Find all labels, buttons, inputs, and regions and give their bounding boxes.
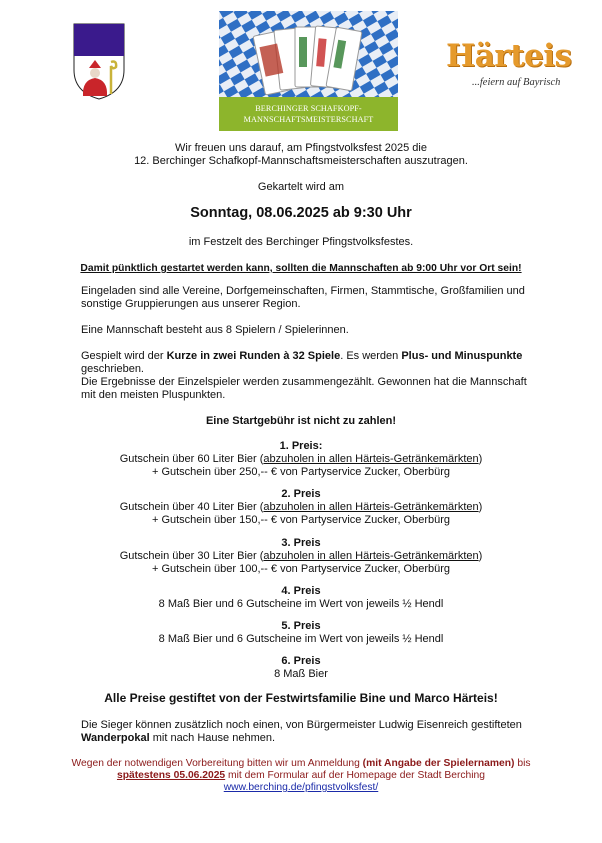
trophy-line-1: Die Sieger können zusätzlich noch einen, von Bürgermeister Ludwig Eisenreich gestifteten <box>81 719 522 731</box>
prize-3-title: 3. Preis <box>281 537 321 549</box>
schafkopf-banner <box>219 11 398 131</box>
prize-4-line-1: 8 Maß Bier und 6 Gutscheine im Wert von jeweils ½ Hendl <box>158 598 444 610</box>
rules-line-1 <box>81 350 531 363</box>
trophy-name: Wanderpokal <box>81 732 150 744</box>
registration-text: Wegen der notwendigen Vorbereitung bitten wir um Anmeldung <box>71 758 363 769</box>
registration-player-names: (mit Angabe der Spielernamen) <box>362 758 515 769</box>
prize-5-title: 5. Preis <box>281 620 321 632</box>
registration-line-3 <box>0 781 602 794</box>
banner-title <box>219 97 398 131</box>
prize-2-line-2: + Gutschein über 150,-- € von Partyservice Zucker, Oberbürg <box>151 514 451 526</box>
prize-pickup-note: abzuholen in allen Härteis-Getränkemärkten <box>263 453 479 465</box>
prize-5-line-1: 8 Maß Bier und 6 Gutscheine im Wert von jeweils ½ Hendl <box>158 633 444 645</box>
banner-title-line1: BERCHINGER SCHAFKOPF- <box>255 104 362 113</box>
berching-crest-logo <box>73 20 125 100</box>
rules-points: Plus- und Minuspunkte <box>401 350 523 362</box>
prize-1-title: 1. Preis: <box>279 440 323 452</box>
intro-line-2: 12. Berchinger Schafkopf-Mannschaftsmeisterschaften auszutragen. <box>134 155 468 167</box>
prize-2-title: 2. Preis <box>281 488 321 500</box>
prize-text: ) <box>478 453 483 465</box>
sponsor-note: Alle Preise gestiftet von der Festwirtsfamilie Bine und Marco Härteis! <box>104 691 498 705</box>
prize-text: Gutschein über 30 Liter Bier ( <box>119 550 264 562</box>
prize-1-line-1 <box>0 453 602 466</box>
banner-title-line2: MANNSCHAFTSMEISTERSCHAFT <box>243 115 374 124</box>
rules-text-c: . Es werden <box>340 350 402 362</box>
arrival-note: Damit pünktlich gestartet werden kann, sollten die Mannschaften ab 9:00 Uhr vor Ort sein! <box>80 263 522 274</box>
prize-3-line-1 <box>0 550 602 563</box>
prize-text: ) <box>478 501 483 513</box>
haerteis-logo <box>442 38 582 98</box>
fee-note: Eine Startgebühr ist nicht zu zahlen! <box>205 415 397 427</box>
invited-line-1: Eingeladen sind alle Vereine, Dorfgemeinschaften, Firmen, Stammtische, Großfamilien und <box>81 285 525 297</box>
rules-line-4: mit den meisten Pluspunkten. <box>81 389 226 401</box>
rules-format: Kurze in zwei Runden à 32 Spiele <box>166 350 341 362</box>
prize-6-line-1: 8 Maß Bier <box>274 668 328 680</box>
prize-6-title: 6. Preis <box>281 655 321 667</box>
prize-4-title: 4. Preis <box>281 585 321 597</box>
prize-pickup-note: abzuholen in allen Härteis-Getränkemärkten <box>263 501 479 513</box>
registration-text: mit dem Formular auf der Homepage der Stadt Berching <box>225 770 486 781</box>
registration-link[interactable]: www.berching.de/pfingstvolksfest/ <box>223 782 379 793</box>
trophy-text: mit nach Hause nehmen. <box>149 732 276 744</box>
bavarian-flag-cards-image <box>219 11 398 97</box>
rules-text-a: Gespielt wird der <box>81 350 167 362</box>
team-size: Eine Mannschaft besteht aus 8 Spielern / Spielerinnen. <box>81 324 349 336</box>
intro-line-1: Wir freuen uns darauf, am Pfingstvolksfest 2025 die <box>175 142 427 154</box>
prize-text: Gutschein über 40 Liter Bier ( <box>119 501 264 513</box>
event-date: Sonntag, 08.06.2025 ab 9:30 Uhr <box>190 205 412 221</box>
gekartelt-label: Gekartelt wird am <box>257 181 345 193</box>
prize-1-line-2: + Gutschein über 250,-- € von Partyservice Zucker, Oberbürg <box>151 466 451 478</box>
invited-line-2: sonstige Gruppierungen aus unserer Region. <box>81 298 301 310</box>
prize-2-line-1 <box>0 501 602 514</box>
rules-line-2: geschrieben. <box>81 363 144 375</box>
prize-text: ) <box>478 550 483 562</box>
registration-text: bis <box>514 758 531 769</box>
trophy-line-2 <box>81 732 531 745</box>
prize-text: Gutschein über 60 Liter Bier ( <box>119 453 264 465</box>
brand-slogan: ...feiern auf Bayrisch <box>472 77 561 88</box>
prize-pickup-note: abzuholen in allen Härteis-Getränkemärkten <box>263 550 479 562</box>
header <box>0 0 602 135</box>
rules-line-3: Die Ergebnisse der Einzelspieler werden zusammengezählt. Gewonnen hat die Mannschaft <box>81 376 527 388</box>
prize-3-line-2: + Gutschein über 100,-- € von Partyservice Zucker, Oberbürg <box>151 563 451 575</box>
brand-name: Härteis <box>446 38 572 74</box>
registration-deadline: spätestens 05.06.2025 <box>116 770 226 781</box>
event-location: im Festzelt des Berchinger Pfingstvolksfestes. <box>188 236 414 248</box>
